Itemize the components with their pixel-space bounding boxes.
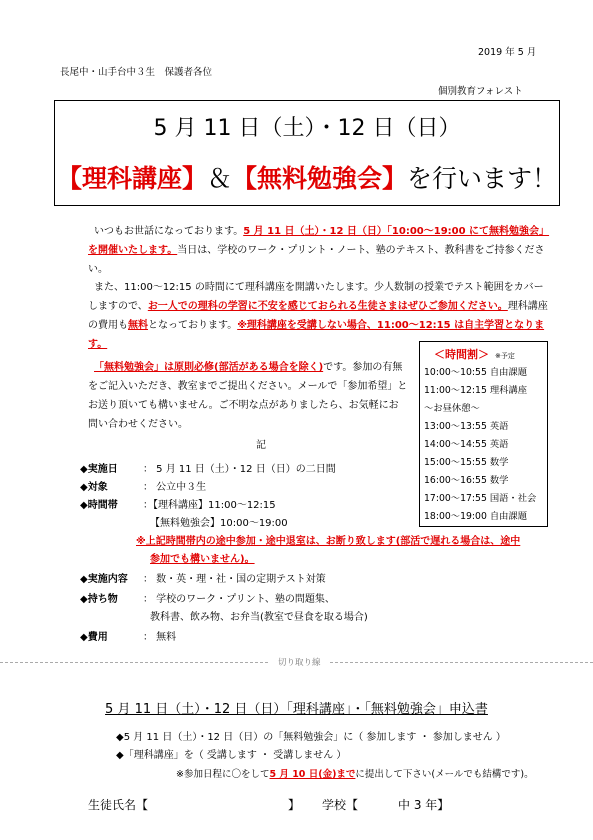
form-title-text: 5 月 11 日（土）・12 日（日）「理科講座」・「無料勉強会」申込書 [105, 702, 488, 717]
intro-text: 当日は、学校のワーク・プリント・ノート、塾のテキスト、教科書をご持参ください。 [88, 245, 545, 275]
date-label: ◆実施日 [80, 464, 118, 475]
intro-text: となっております。 [148, 320, 238, 331]
ki-mark: 記 [256, 440, 266, 451]
sender: 個別教育フォレスト [438, 86, 523, 97]
school-suffix: 中 3 年】 [398, 798, 450, 812]
intro-highlight: 「無料勉強会」は原則必修(部活がある場合を除く) [94, 362, 324, 373]
schedule-row: 13:00～13:55 英語 [424, 421, 509, 432]
title-free-study: 【無料勉強会】 [232, 164, 408, 193]
items-label: ◆持ち物 [80, 594, 118, 605]
intro-paragraph-1 [88, 222, 550, 279]
intro-text: 理科講座の費用も [88, 301, 548, 331]
title-tail: を行います！ [407, 164, 558, 193]
intro-highlight: お一人での理科の学習に不安を感じておられる生徒さまはぜひご参加ください。 [147, 301, 508, 312]
intro-free: 無料 [128, 320, 148, 331]
target-label: ◆対象 [80, 482, 108, 493]
intro-text: いつもお世話になっております。 [94, 226, 244, 237]
note-text: に提出して下さい(メールでも結構です)。 [355, 769, 534, 780]
schedule-note: ※予定 [495, 352, 515, 360]
intro-highlight: ※理科講座を受講しない場合、11:00～12:15 は自主学習となります。 [88, 320, 545, 350]
schedule-title [434, 346, 515, 362]
schedule-row: 14:00～14:55 英語 [424, 439, 509, 450]
student-name-field[interactable] [88, 796, 300, 813]
intro-text: です。参加の有無をご記入いただき、教室までご提出ください。メールで「参加希望」とお送り頂いても構いません。ご不明な点がありましたら、お気軽にお問い合わせください。 [88, 362, 408, 430]
time-warning-1: ※上記時間帯内の途中参加・途中退室は、お断り致します(部活で遅れる場合は、途中 [136, 536, 521, 547]
event-date-heading: 5 月 11 日（土）・12 日（日） [153, 116, 461, 141]
student-name-close: 】 [288, 798, 301, 812]
time-warning-2: 参加でも構いません)。 [150, 554, 255, 565]
deadline: 5 月 10 日(金)まで [269, 769, 356, 780]
schedule-row: 10:00～10:55 自由課題 [424, 367, 528, 378]
schedule-row: 15:00～15:55 数学 [424, 457, 509, 468]
date-value: ： 5 月 11 日（土）・12 日（日）の二日間 [143, 464, 336, 475]
content-value: ： 数・英・理・社・国の定期テスト対策 [143, 574, 326, 585]
title-ampersand: ＆ [206, 164, 232, 193]
time-label: ◆時間帯 [80, 500, 118, 511]
fee-value: ： 無料 [143, 632, 177, 643]
form-title [0, 698, 593, 717]
event-title [55, 159, 559, 195]
intro-text: また、11:00～12:15 の時間にて理科講座を開講いたします。少人数制の授業でテスト範囲をカバーしますので、 [88, 282, 544, 312]
form-question-science[interactable]: ◆「理科講座」を（ 受講します ・ 受講しません ） [116, 750, 347, 761]
intro-paragraph-3 [88, 358, 408, 434]
form-deadline-note [176, 766, 534, 780]
target-value: ： 公立中３生 [143, 482, 207, 493]
schedule-row: 16:00～16:55 数学 [424, 475, 509, 486]
time-value-science: ：【理科講座】11:00～12:15 [143, 500, 276, 511]
form-question-study[interactable]: ◆5 月 11 日（土）・12 日（日）の「無料勉強会」に（ 参加します ・ 参加しません ） [116, 732, 506, 743]
time-value-study: 【無料勉強会】10:00～19:00 [150, 518, 288, 529]
items-value-1: ： 学校のワーク・プリント、塾の問題集、 [143, 594, 335, 605]
note-text: ※参加日程に〇をして [176, 769, 270, 780]
header-box [54, 100, 560, 206]
school-field[interactable] [322, 796, 449, 813]
student-name-label: 生徒氏名【 [88, 798, 149, 812]
title-science-course: 【理科講座】 [56, 164, 207, 193]
content-label: ◆実施内容 [80, 574, 128, 585]
recipient: 長尾中・山手台中３生 保護者各位 [60, 67, 213, 78]
intro-highlight: 5 月 11 日（土）・12 日（日）「10:00～19:00 にて無料勉強会」を開催いたします。 [88, 226, 550, 256]
schedule-box [419, 341, 548, 527]
schedule-row: 17:00～17:55 国語・社会 [424, 493, 537, 504]
schedule-row: ～お昼休憩～ [424, 403, 480, 414]
fee-label: ◆費用 [80, 632, 108, 643]
schedule-row: 18:00～19:00 自由課題 [424, 511, 528, 522]
schedule-title-text: ＜時間割＞ [434, 348, 489, 361]
cut-label: 切り取り線 [270, 656, 329, 668]
schedule-row: 11:00～12:15 理科講座 [424, 385, 528, 396]
items-value-2: 教科書、飲み物、お弁当(教室で昼食を取る場合) [150, 612, 368, 623]
issue-date: 2019 年 5 月 [478, 47, 537, 58]
school-label: 学校【 [322, 798, 359, 812]
